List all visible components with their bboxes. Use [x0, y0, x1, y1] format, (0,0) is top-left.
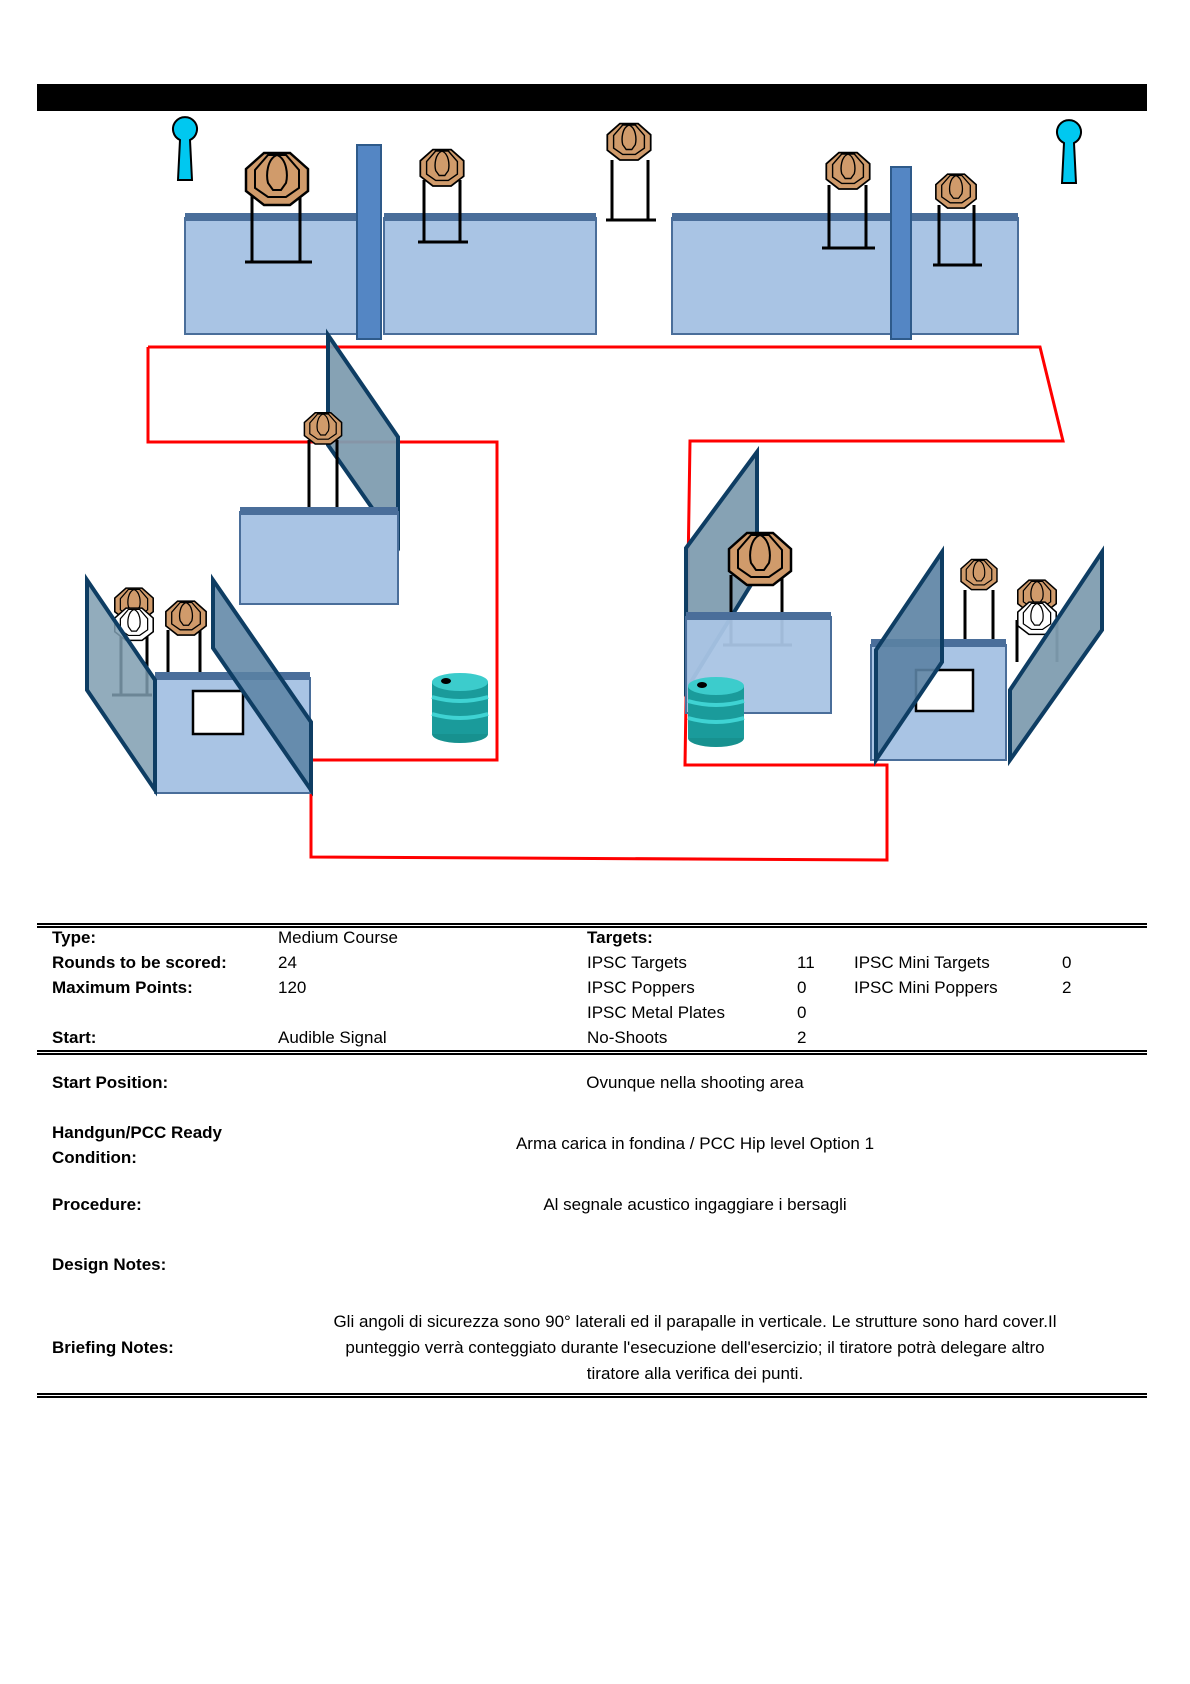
type-value: Medium Course	[278, 928, 398, 947]
ipsc-target-icon	[304, 413, 341, 444]
target-type-label: No-Shoots	[587, 1028, 668, 1047]
ipsc-target-icon	[936, 174, 976, 208]
target-type-label: IPSC Poppers	[587, 978, 695, 997]
mini-type-count: 0	[1062, 953, 1072, 972]
briefing-notes-label: Briefing Notes:	[52, 1338, 174, 1357]
wall-icon	[240, 507, 398, 604]
barrel-icon	[432, 673, 488, 743]
points-label: Maximum Points:	[52, 978, 193, 997]
rounds-label: Rounds to be scored:	[52, 953, 227, 972]
type-label: Type:	[52, 928, 97, 947]
target-type-count: 0	[797, 978, 807, 997]
ready-condition-label: Handgun/PCC Ready	[52, 1123, 223, 1142]
mini-type-label: IPSC Mini Poppers	[854, 978, 998, 997]
start-label: Start:	[52, 1028, 97, 1047]
rounds-value: 24	[278, 953, 297, 972]
briefing-notes-line: punteggio verrà conteggiato durante l'esecuzione dell'esercizio; il tiratore potrà delegare altro	[345, 1338, 1045, 1357]
points-value: 120	[278, 978, 307, 997]
target-type-count: 11	[797, 953, 815, 972]
barrel-icon	[688, 677, 744, 747]
no-shoot-plate	[193, 691, 243, 734]
ipsc-target-icon	[607, 124, 650, 160]
mini-popper-icon	[173, 117, 197, 180]
procedure-label: Procedure:	[52, 1195, 142, 1214]
targets-label: Targets:	[587, 928, 653, 947]
briefing-notes-line: Gli angoli di sicurezza sono 90° laterali ed il parapalle in verticale. Le strutture sono hard cover.Il	[333, 1312, 1057, 1331]
design-notes-label: Design Notes:	[52, 1255, 167, 1274]
ready-condition-value: Arma carica in fondina / PCC Hip level Option 1	[515, 1134, 875, 1153]
briefing-notes-line: tiratore alla verifica dei punti.	[586, 1364, 804, 1383]
table-mid-rule	[37, 1050, 1147, 1055]
table-bottom-rule	[37, 1393, 1147, 1398]
mini-type-label: IPSC Mini Targets	[854, 953, 990, 972]
ipsc-target-icon	[420, 150, 463, 186]
ipsc-target-icon	[729, 533, 791, 585]
ready-condition-label: Condition:	[52, 1148, 137, 1167]
target-type-count: 0	[797, 1003, 807, 1022]
procedure-value: Al segnale acustico ingaggiare i bersagli	[543, 1195, 847, 1214]
mini-type-count: 2	[1062, 978, 1072, 997]
target-type-count: 2	[797, 1028, 807, 1047]
target-type-label: IPSC Metal Plates	[587, 1003, 725, 1022]
start-position-value: Ovunque nella shooting area	[586, 1073, 804, 1092]
ipsc-target-icon	[961, 559, 997, 589]
ipsc-target-icon	[166, 601, 206, 635]
ipsc-target-icon	[246, 153, 308, 205]
mini-popper-icon	[1057, 120, 1081, 183]
start-value: Audible Signal	[278, 1028, 387, 1047]
start-position-label: Start Position:	[52, 1073, 169, 1092]
target-type-label: IPSC Targets	[587, 953, 687, 972]
ipsc-target-icon	[826, 153, 869, 189]
